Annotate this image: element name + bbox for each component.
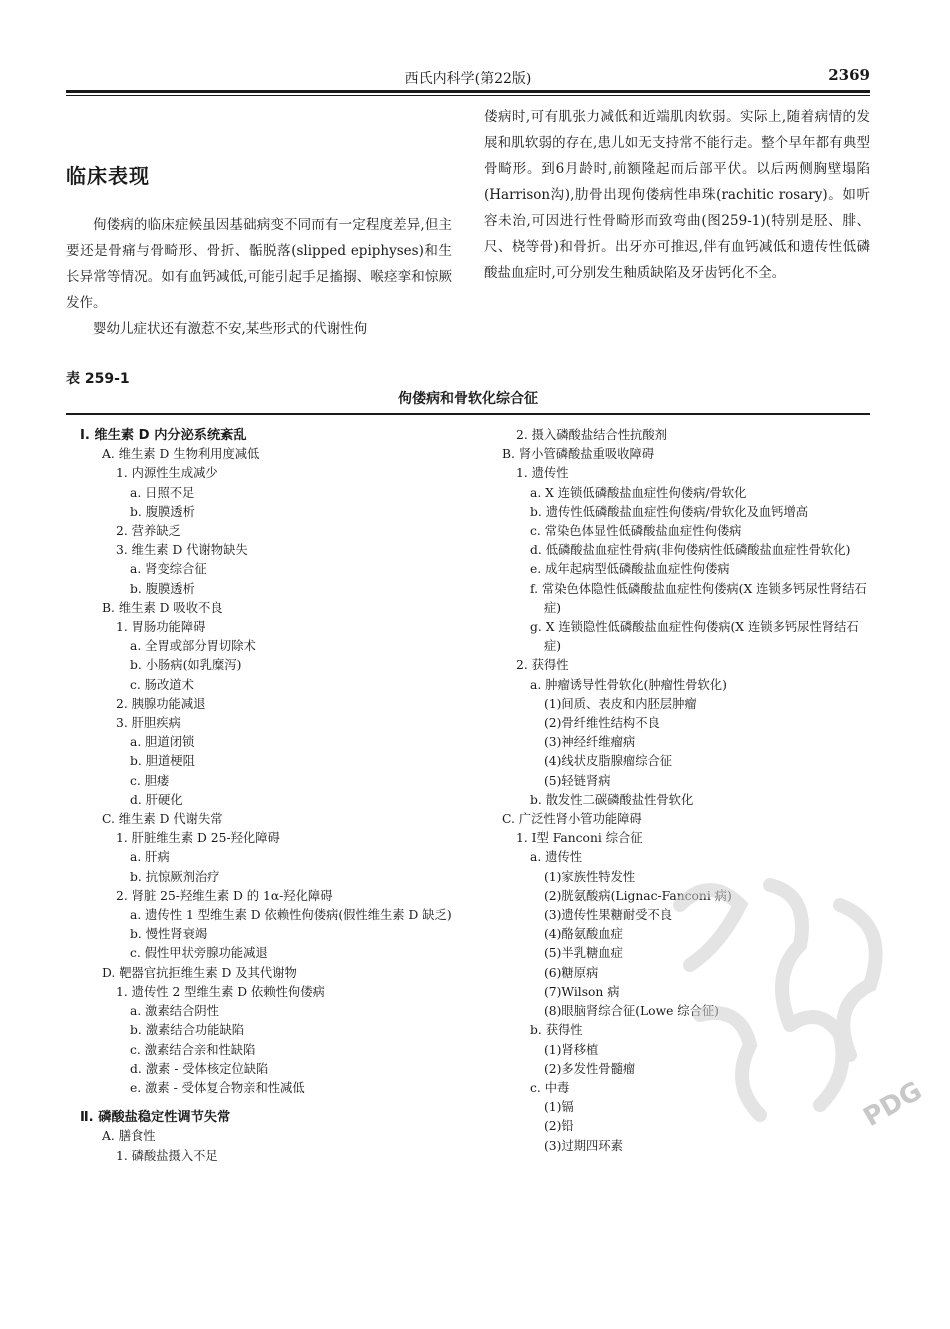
outline-item: (7)Wilson 病 (544, 984, 620, 999)
outline-item: (3)遗传性果糖耐受不良 (544, 908, 673, 923)
outline-item: (4)线状皮脂腺瘤综合征 (544, 754, 673, 769)
outline-item: b. 腹膜透析 (130, 504, 195, 519)
outline-item: d. 低磷酸盐血症性骨病(非佝偻病性低磷酸盐血症性骨软化) (530, 543, 851, 558)
header-rule-thin (66, 95, 870, 96)
outline-item: (8)眼脑肾综合征(Lowe 综合征) (544, 1004, 719, 1019)
outline-item: a. 全胃或部分胃切除术 (130, 639, 256, 654)
outline-item: 2. 营养缺乏 (116, 524, 181, 539)
right-body-column (484, 104, 870, 286)
outline-item: c. 中毒 (530, 1080, 570, 1095)
outline-item: 1. 内源性生成减少 (116, 466, 218, 481)
outline-item: d. 肝硬化 (130, 792, 183, 807)
outline-item: b. 腹膜透析 (130, 581, 195, 596)
outline-item: c. 肠改道术 (130, 677, 194, 692)
outline-item: Ⅱ. 磷酸盐稳定性调节失常 (80, 1110, 231, 1126)
outline-item: 3. 维生素 D 代谢物缺失 (116, 543, 248, 558)
outline-item: a. 肝病 (130, 850, 170, 865)
outline-item: a. 日照不足 (130, 485, 195, 500)
outline-item: (1)镉 (544, 1100, 574, 1115)
outline-item: a. 激素结合阴性 (130, 1004, 219, 1019)
outline-item: Ⅰ. 维生素 D 内分泌系统紊乱 (80, 428, 247, 443)
outline-item: b. 获得性 (530, 1023, 583, 1038)
outline-item: 1. 遗传性 (516, 466, 569, 481)
outline-item: (2)铅 (544, 1119, 574, 1134)
outline-item: b. 抗惊厥剂治疗 (130, 869, 220, 884)
outline-item: 1. 肝脏维生素 D 25-羟化障碍 (116, 831, 280, 846)
outline-item: A. 维生素 D 生物利用度减低 (102, 447, 260, 462)
outline-item: A. 膳食性 (102, 1129, 156, 1144)
outline-item: b. 遗传性低磷酸盐血症性佝偻病/骨软化及血钙增高 (530, 504, 809, 519)
outline-item: (1)肾移植 (544, 1042, 599, 1057)
outline-item: 1. Ⅰ型 Fanconi 综合征 (516, 831, 643, 846)
outline-item: a. 遗传性 1 型维生素 D 依赖性佝偻病(假性维生素 D 缺乏) (130, 908, 452, 923)
outline-item: g. X 连锁隐性低磷酸盐血症性佝偻病(X 连锁多钙尿性肾结石症) (530, 620, 859, 654)
outline-item: C. 维生素 D 代谢失常 (102, 812, 223, 827)
outline-item: 2. 胰腺功能减退 (116, 696, 206, 711)
outline-item: 2. 摄入磷酸盐结合性抗酸剂 (516, 428, 667, 442)
table-left-column (66, 426, 466, 1166)
outline-item: (2)多发性骨髓瘤 (544, 1061, 636, 1076)
outline-item: (5)半乳糖血症 (544, 946, 623, 961)
outline-item: 2. 肾脏 25-羟维生素 D 的 1α-羟化障碍 (116, 888, 333, 903)
watermark-text: PDG (858, 1076, 928, 1134)
page-number: 2369 (828, 66, 870, 84)
outline-item: 1. 遗传性 2 型维生素 D 依赖性佝偻病 (116, 984, 325, 999)
outline-item: B. 维生素 D 吸收不良 (102, 600, 223, 615)
outline-item: c. 假性甲状旁腺功能减退 (130, 946, 268, 961)
header-rule-thick (66, 90, 870, 93)
outline-item: 1. 胃肠功能障碍 (116, 620, 206, 635)
outline-item: (2)骨纤维性结构不良 (544, 716, 660, 731)
outline-item: b. 激素结合功能缺陷 (130, 1023, 245, 1038)
outline-item: a. X 连锁低磷酸盐血症性佝偻病/骨软化 (530, 485, 747, 500)
outline-item: c. 常染色体显性低磷酸盐血症性佝偻病 (530, 524, 742, 539)
outline-item: b. 小肠病(如乳糜泻) (130, 658, 242, 673)
outline-item: B. 肾小管磷酸盐重吸收障碍 (502, 447, 655, 462)
outline-item: C. 广泛性肾小管功能障碍 (502, 812, 642, 827)
outline-item: a. 胆道闭锁 (130, 735, 195, 750)
outline-item: b. 胆道梗阻 (130, 754, 195, 769)
outline-item: 1. 磷酸盐摄入不足 (116, 1148, 218, 1163)
outline-item: (3)过期四环素 (544, 1138, 623, 1153)
outline-item: e. 成年起病型低磷酸盐血症性佝偻病 (530, 562, 730, 577)
section-title: 临床表现 (66, 164, 150, 188)
outline-item: a. 遗传性 (530, 850, 583, 865)
paragraph-3: 偻病时,可有肌张力减低和近端肌肉软弱。实际上,随着病情的发展和肌软弱的存在,患儿如无支持常不能行走。整个早年都有典型骨畸形。到6月龄时,前额隆起而后部平伏。以后两侧胸壁塌陷(Harrison沟),肋骨出现佝偻病性串珠(rachitic rosary)。如听容未治,可因进行性骨畸形而致弯曲(图259-1)(特别是胫、腓、尺、桡等骨)和骨折。出牙亦可推迟,伴有血钙减低和遗传性低磷酸盐血症时,可分别发生釉质缺陷及牙齿钙化不全。 (484, 109, 870, 281)
running-head (66, 66, 870, 88)
outline-item: d. 激素 - 受体核定位缺陷 (130, 1061, 269, 1076)
outline-item: b. 散发性二碳磷酸盐性骨软化 (530, 792, 694, 807)
paragraph-1: 佝偻病的临床症候虽因基础病变不同而有一定程度差异,但主要还是骨痛与骨畸形、骨折、骺脱落(slipped epiphyses)和生长异常等情况。如有血钙减低,可能引起手足搐搦、喉痉挛和惊厥发作。 (66, 217, 452, 311)
outline-item: f. 常染色体隐性低磷酸盐血症性佝偻病(X 连锁多钙尿性肾结石症) (530, 581, 867, 615)
table-label: 表 259-1 (66, 371, 130, 387)
left-body-column (66, 212, 452, 342)
outline-item: 3. 肝胆疾病 (116, 716, 181, 731)
outline-item: 2. 获得性 (516, 658, 569, 673)
outline-item: (2)胱氨酸病(Lignac-Fanconi 病) (544, 888, 732, 903)
table-top-rule (66, 413, 870, 415)
outline-item: a. 肾变综合征 (130, 562, 207, 577)
outline-item: (3)神经纤维瘤病 (544, 735, 636, 750)
outline-item: (1)间质、表皮和内胚层肿瘤 (544, 696, 697, 711)
paragraph-2: 婴幼儿症状还有激惹不安,某些形式的代谢性佝 (93, 321, 368, 337)
outline-item: c. 胆瘘 (130, 773, 170, 788)
outline-item: a. 肿瘤诱导性骨软化(肿瘤性骨软化) (530, 677, 727, 692)
table-title: 佝偻病和骨软化综合征 (398, 391, 538, 407)
outline-item: c. 激素结合亲和性缺陷 (130, 1042, 256, 1057)
outline-item: b. 慢性肾衰竭 (130, 927, 208, 942)
table-right-column (484, 426, 884, 1156)
outline-item: (4)酪氨酸血症 (544, 927, 623, 942)
outline-item: (6)糖原病 (544, 965, 599, 980)
outline-item: (5)轻链肾病 (544, 773, 611, 788)
outline-item: e. 激素 - 受体复合物亲和性减低 (130, 1080, 305, 1095)
book-title: 西氏内科学(第22版) (404, 71, 532, 87)
outline-item: (1)家族性特发性 (544, 869, 636, 884)
outline-item: D. 靶器官抗拒维生素 D 及其代谢物 (102, 965, 297, 980)
